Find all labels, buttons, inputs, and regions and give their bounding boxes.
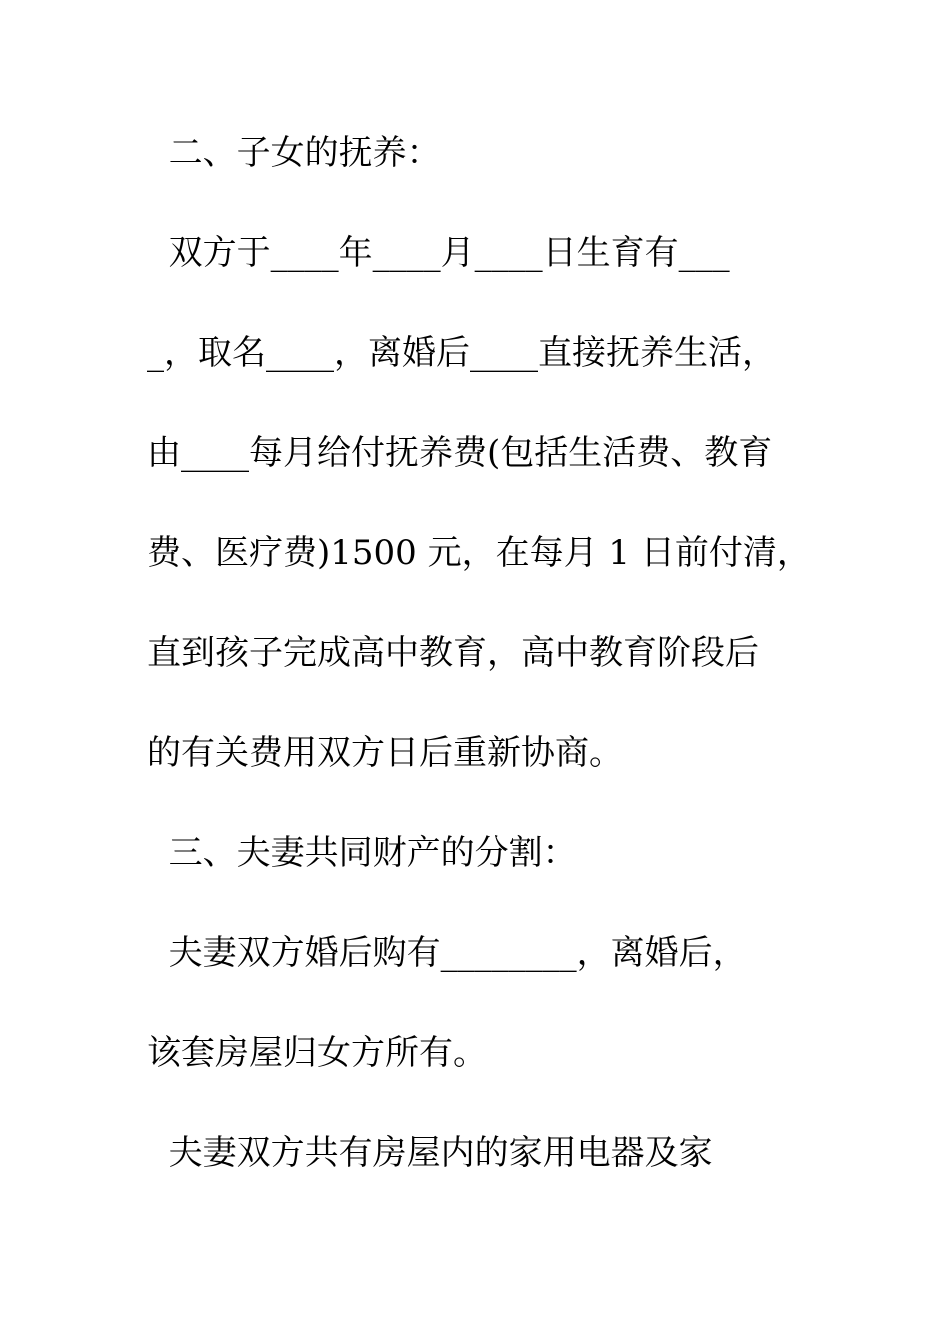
paragraph-line: 的有关费用双方日后重新协商。 <box>147 733 623 773</box>
paragraph-line: 该套房屋归女方所有。 <box>147 1033 487 1073</box>
paragraph-line: 费、医疗费)1500 元，在每月 1 日前付清， <box>147 533 811 573</box>
paragraph-line: _，取名____，离婚后____直接抚养生活， <box>147 333 776 373</box>
section-heading-property-division: 三、夫妻共同财产的分割： <box>147 833 577 873</box>
paragraph-line: 双方于____年____月____日生育有___ <box>147 233 730 273</box>
paragraph-line: 直到孩子完成高中教育，高中教育阶段后 <box>147 633 759 673</box>
section-heading-child-support: 二、子女的抚养： <box>147 133 441 173</box>
paragraph-line: 夫妻双方共有房屋内的家用电器及家 <box>147 1133 713 1173</box>
paragraph-line: 夫妻双方婚后购有________，离婚后， <box>147 933 747 973</box>
paragraph-line: 由____每月给付抚养费(包括生活费、教育 <box>147 433 773 473</box>
